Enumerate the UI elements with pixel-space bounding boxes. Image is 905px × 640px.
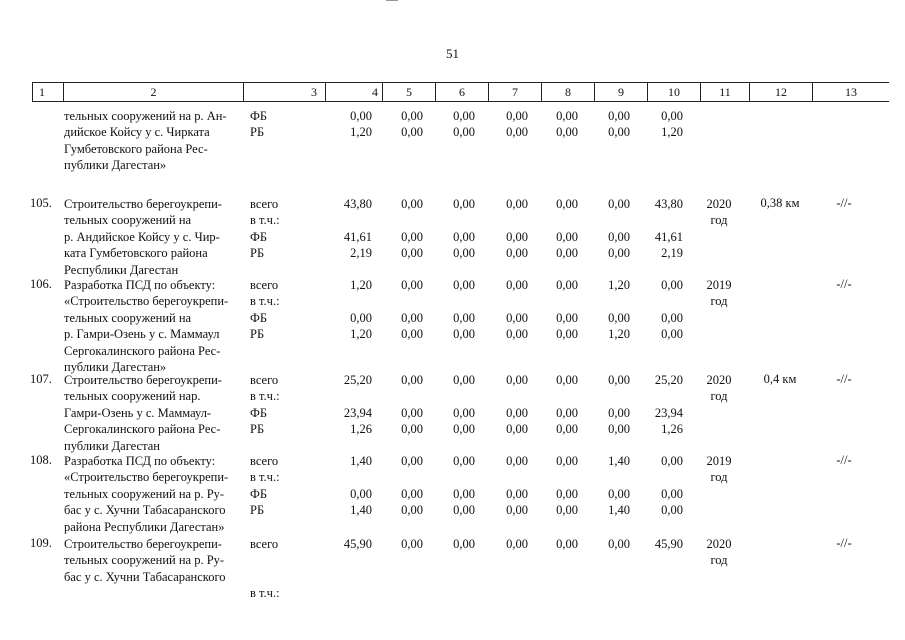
top-mark	[386, 0, 398, 1]
row-description	[64, 453, 242, 535]
year-line: 2020	[706, 197, 732, 211]
length-value: 0,4 км	[763, 372, 797, 386]
value-cell: 0,00	[556, 310, 578, 325]
funding-source: РБ	[250, 503, 265, 518]
funding-source-list	[250, 453, 280, 519]
funding-source-list	[250, 277, 280, 343]
col-header-4: 4	[326, 83, 383, 102]
value-cell: 0,00	[661, 109, 683, 123]
value-cell: 0,00	[401, 310, 423, 325]
value-cell: 0,00	[661, 327, 683, 342]
value-cell: 0,00	[350, 310, 372, 325]
value-cell: 0,00	[453, 229, 475, 244]
value-cell: 25,20	[654, 373, 683, 387]
value-cell: 0,00	[401, 486, 423, 501]
ditto-mark: -//-	[836, 372, 852, 386]
description-line: тельных сооружений нар.	[64, 389, 201, 404]
value-cell: 0,00	[608, 310, 630, 325]
value-cell: 0,00	[506, 246, 528, 261]
value-cell: 0,00	[506, 327, 528, 342]
value-cell: 0,00	[506, 422, 528, 437]
description-line: публики Дагестан»	[64, 158, 167, 173]
value-cell: 0,00	[453, 422, 475, 437]
col-header-2: 2	[64, 83, 244, 102]
value-cell: 0,00	[401, 422, 423, 437]
value-cell: 25,20	[343, 373, 372, 387]
value-cell: 0,00	[453, 246, 475, 261]
value-cell: 0,00	[401, 373, 423, 387]
value-cell: 1,20	[661, 125, 683, 140]
row-description	[64, 536, 242, 585]
value-cell: 1,26	[350, 422, 372, 437]
description-line: Разработка ПСД по объекту:	[64, 454, 216, 468]
value-cell: 0,00	[556, 422, 578, 437]
value-cell: 0,00	[350, 109, 372, 123]
value-cell: 1,20	[608, 278, 630, 292]
ditto-mark: -//-	[836, 536, 852, 550]
value-cell: 43,80	[654, 197, 683, 211]
value-cell: 0,00	[401, 278, 423, 292]
value-cell: 0,00	[401, 503, 423, 518]
funding-source: ФБ	[250, 229, 268, 244]
description-line: Строительство берегоукрепи-	[64, 537, 222, 551]
description-line: тельных сооружений на р. Ру-	[64, 486, 225, 501]
value-cell: 0,00	[453, 486, 475, 501]
ditto-mark: -//-	[836, 196, 852, 210]
value-cell: 0,00	[608, 405, 630, 420]
value-cell: 0,00	[556, 454, 578, 468]
value-cell: 0,00	[401, 229, 423, 244]
length-value: 0,38 км	[760, 196, 800, 210]
value-cell: 0,00	[401, 125, 423, 140]
funding-source: всего	[250, 454, 279, 468]
value-cell: 0,00	[506, 537, 528, 551]
value-cell: 0,00	[453, 278, 475, 292]
value-cell: 2,19	[661, 246, 683, 261]
value-cell: 0,00	[556, 278, 578, 292]
description-line: публики Дагестан»	[64, 360, 167, 375]
description-line: бас у с. Хучни Табасаранского	[64, 569, 226, 584]
value-cell: 0,00	[453, 537, 475, 551]
funding-source: в т.ч.:	[250, 213, 280, 228]
value-cell: 0,00	[453, 327, 475, 342]
page-number: 51	[446, 46, 459, 61]
value-cell: 2,19	[350, 246, 372, 261]
col-header-9: 9	[595, 83, 648, 102]
value-cell: 0,00	[608, 229, 630, 244]
year-line: год	[710, 389, 728, 404]
description-line: публики Дагестан	[64, 438, 160, 453]
funding-source: в т.ч.:	[250, 294, 280, 309]
year-line: год	[710, 213, 728, 228]
year-line: год	[710, 470, 728, 485]
value-cell: 1,40	[608, 503, 630, 518]
value-cell: 1,26	[661, 422, 683, 437]
value-cell: 43,80	[343, 197, 372, 211]
row-number: 109.	[30, 536, 52, 550]
value-cell: 0,00	[661, 278, 683, 292]
col-header-7: 7	[489, 83, 542, 102]
funding-source: ФБ	[250, 109, 268, 123]
year-line: год	[710, 553, 728, 568]
value-cell: 45,90	[343, 537, 372, 551]
value-cell: 1,40	[608, 454, 630, 468]
value-cell: 0,00	[453, 125, 475, 140]
value-cell: 0,00	[608, 246, 630, 261]
value-cell: 0,00	[556, 537, 578, 551]
col-header-6: 6	[436, 83, 489, 102]
value-cell: 0,00	[506, 373, 528, 387]
value-cell: 1,40	[350, 454, 372, 468]
value-cell: 0,00	[350, 486, 372, 501]
year-line: год	[710, 294, 728, 309]
value-cell: 0,00	[401, 109, 423, 123]
funding-source: в т.ч.:	[250, 470, 280, 485]
row-description	[64, 277, 242, 375]
description-line: тельных сооружений на	[64, 213, 192, 228]
funding-source: всего	[250, 278, 279, 292]
description-line: бас у с. Хучни Табасаранского	[64, 503, 226, 518]
value-cell: 0,00	[556, 373, 578, 387]
value-cell: 0,00	[401, 246, 423, 261]
value-cell: 0,00	[506, 310, 528, 325]
funding-source: всего	[250, 537, 279, 551]
value-cell: 0,00	[453, 503, 475, 518]
funding-source: РБ	[250, 246, 265, 261]
col-header-12: 12	[750, 83, 813, 102]
row-number: 106.	[30, 277, 52, 291]
description-line: р. Гамри-Озень у с. Маммаул	[64, 327, 220, 342]
value-cell: 0,00	[506, 454, 528, 468]
year-line: 2019	[706, 278, 732, 292]
value-cell: 0,00	[608, 197, 630, 211]
value-cell: 0,00	[556, 327, 578, 342]
row-number: 107.	[30, 372, 52, 386]
description-line: тельных сооружений на р. Ан-	[64, 109, 227, 123]
year-line: 2020	[706, 373, 732, 387]
funding-source	[250, 552, 280, 568]
col-header-11: 11	[701, 83, 750, 102]
value-cell: 1,20	[350, 278, 372, 292]
value-cell: 0,00	[506, 109, 528, 123]
funding-source: ФБ	[250, 486, 268, 501]
funding-source	[250, 569, 280, 585]
description-line: Гамри-Озень у с. Маммаул-	[64, 405, 212, 420]
value-cell: 23,94	[654, 405, 683, 420]
column-header-row	[32, 82, 889, 102]
value-cell: 0,00	[661, 503, 683, 518]
description-line: Разработка ПСД по объекту:	[64, 278, 216, 292]
value-cell: 0,00	[506, 486, 528, 501]
col-header-8: 8	[542, 83, 595, 102]
value-cell: 0,00	[506, 503, 528, 518]
value-cell: 0,00	[506, 125, 528, 140]
value-cell: 45,90	[654, 537, 683, 551]
value-cell: 0,00	[401, 197, 423, 211]
value-cell: 0,00	[506, 197, 528, 211]
value-cell: 1,20	[608, 327, 630, 342]
col-header-13: 13	[813, 83, 890, 102]
value-cell: 0,00	[453, 197, 475, 211]
row-description	[64, 372, 242, 454]
funding-source: в т.ч.:	[250, 389, 280, 404]
value-cell: 0,00	[556, 197, 578, 211]
value-cell: 0,00	[608, 373, 630, 387]
funding-source: всего	[250, 373, 279, 387]
value-cell: 41,61	[343, 229, 372, 244]
funding-source: ФБ	[250, 310, 268, 325]
funding-source-list	[250, 108, 267, 141]
value-cell: 0,00	[661, 310, 683, 325]
value-cell: 0,00	[556, 125, 578, 140]
description-line: района Республики Дагестан»	[64, 519, 225, 534]
completion-year	[698, 196, 740, 229]
value-cell: 0,00	[401, 405, 423, 420]
description-line: р. Андийское Койсу у с. Чир-	[64, 229, 220, 244]
value-cell: 0,00	[401, 327, 423, 342]
year-line: 2019	[706, 454, 732, 468]
value-cell: 1,20	[350, 125, 372, 140]
value-cell: 0,00	[506, 405, 528, 420]
description-line: Строительство берегоукрепи-	[64, 197, 222, 211]
description-line: Строительство берегоукрепи-	[64, 373, 222, 387]
value-cell: 1,40	[350, 503, 372, 518]
description-line: ката Гумбетовского района	[64, 246, 208, 261]
description-line: Республики Дагестан	[64, 262, 179, 277]
value-cell: 0,00	[608, 486, 630, 501]
description-line: тельных сооружений на	[64, 310, 192, 325]
completion-year	[698, 277, 740, 310]
value-cell: 0,00	[608, 125, 630, 140]
description-line: Гумбетовского района Рес-	[64, 141, 208, 156]
value-cell: 0,00	[556, 405, 578, 420]
value-cell: 0,00	[453, 454, 475, 468]
row-description	[64, 196, 242, 278]
value-cell: 0,00	[453, 373, 475, 387]
value-cell: 0,00	[401, 454, 423, 468]
description-line: Сергокалинского района Рес-	[64, 422, 221, 437]
value-cell: 0,00	[556, 503, 578, 518]
description-line: дийское Койсу у с. Чирката	[64, 125, 210, 140]
value-cell: 0,00	[453, 405, 475, 420]
value-cell: 0,00	[556, 246, 578, 261]
value-cell: 0,00	[608, 537, 630, 551]
funding-source-list	[250, 372, 280, 438]
value-cell: 23,94	[343, 405, 372, 420]
value-cell: 0,00	[506, 278, 528, 292]
value-cell: 0,00	[608, 109, 630, 123]
funding-source: ФБ	[250, 405, 268, 420]
row-description	[64, 108, 242, 174]
ditto-mark: -//-	[836, 453, 852, 467]
value-cell: 0,00	[401, 537, 423, 551]
ditto-mark: -//-	[836, 277, 852, 291]
funding-source: в т.ч.:	[250, 586, 280, 601]
col-header-3: 3	[244, 83, 326, 102]
row-number: 105.	[30, 196, 52, 210]
value-cell: 1,20	[350, 327, 372, 342]
description-line: тельных сооружений на р. Ру-	[64, 553, 225, 568]
value-cell: 0,00	[556, 229, 578, 244]
col-header-5: 5	[383, 83, 436, 102]
year-line: 2020	[706, 537, 732, 551]
description-line: «Строительство берегоукрепи-	[64, 294, 229, 309]
completion-year	[698, 372, 740, 405]
value-cell: 0,00	[661, 486, 683, 501]
completion-year	[698, 536, 740, 569]
funding-source: всего	[250, 197, 279, 211]
row-number: 108.	[30, 453, 52, 467]
funding-source: РБ	[250, 327, 265, 342]
value-cell: 0,00	[506, 229, 528, 244]
value-cell: 0,00	[556, 109, 578, 123]
col-header-1: 1	[33, 83, 64, 102]
description-line: Сергокалинского района Рес-	[64, 343, 221, 358]
value-cell: 0,00	[661, 454, 683, 468]
funding-source-list	[250, 196, 280, 262]
description-line: «Строительство берегоукрепи-	[64, 470, 229, 485]
funding-source: РБ	[250, 125, 265, 140]
value-cell: 0,00	[608, 422, 630, 437]
completion-year	[698, 453, 740, 486]
value-cell: 0,00	[556, 486, 578, 501]
value-cell: 0,00	[453, 109, 475, 123]
funding-source-list	[250, 536, 280, 602]
funding-source: РБ	[250, 422, 265, 437]
value-cell: 0,00	[453, 310, 475, 325]
value-cell: 41,61	[654, 229, 683, 244]
col-header-10: 10	[648, 83, 701, 102]
